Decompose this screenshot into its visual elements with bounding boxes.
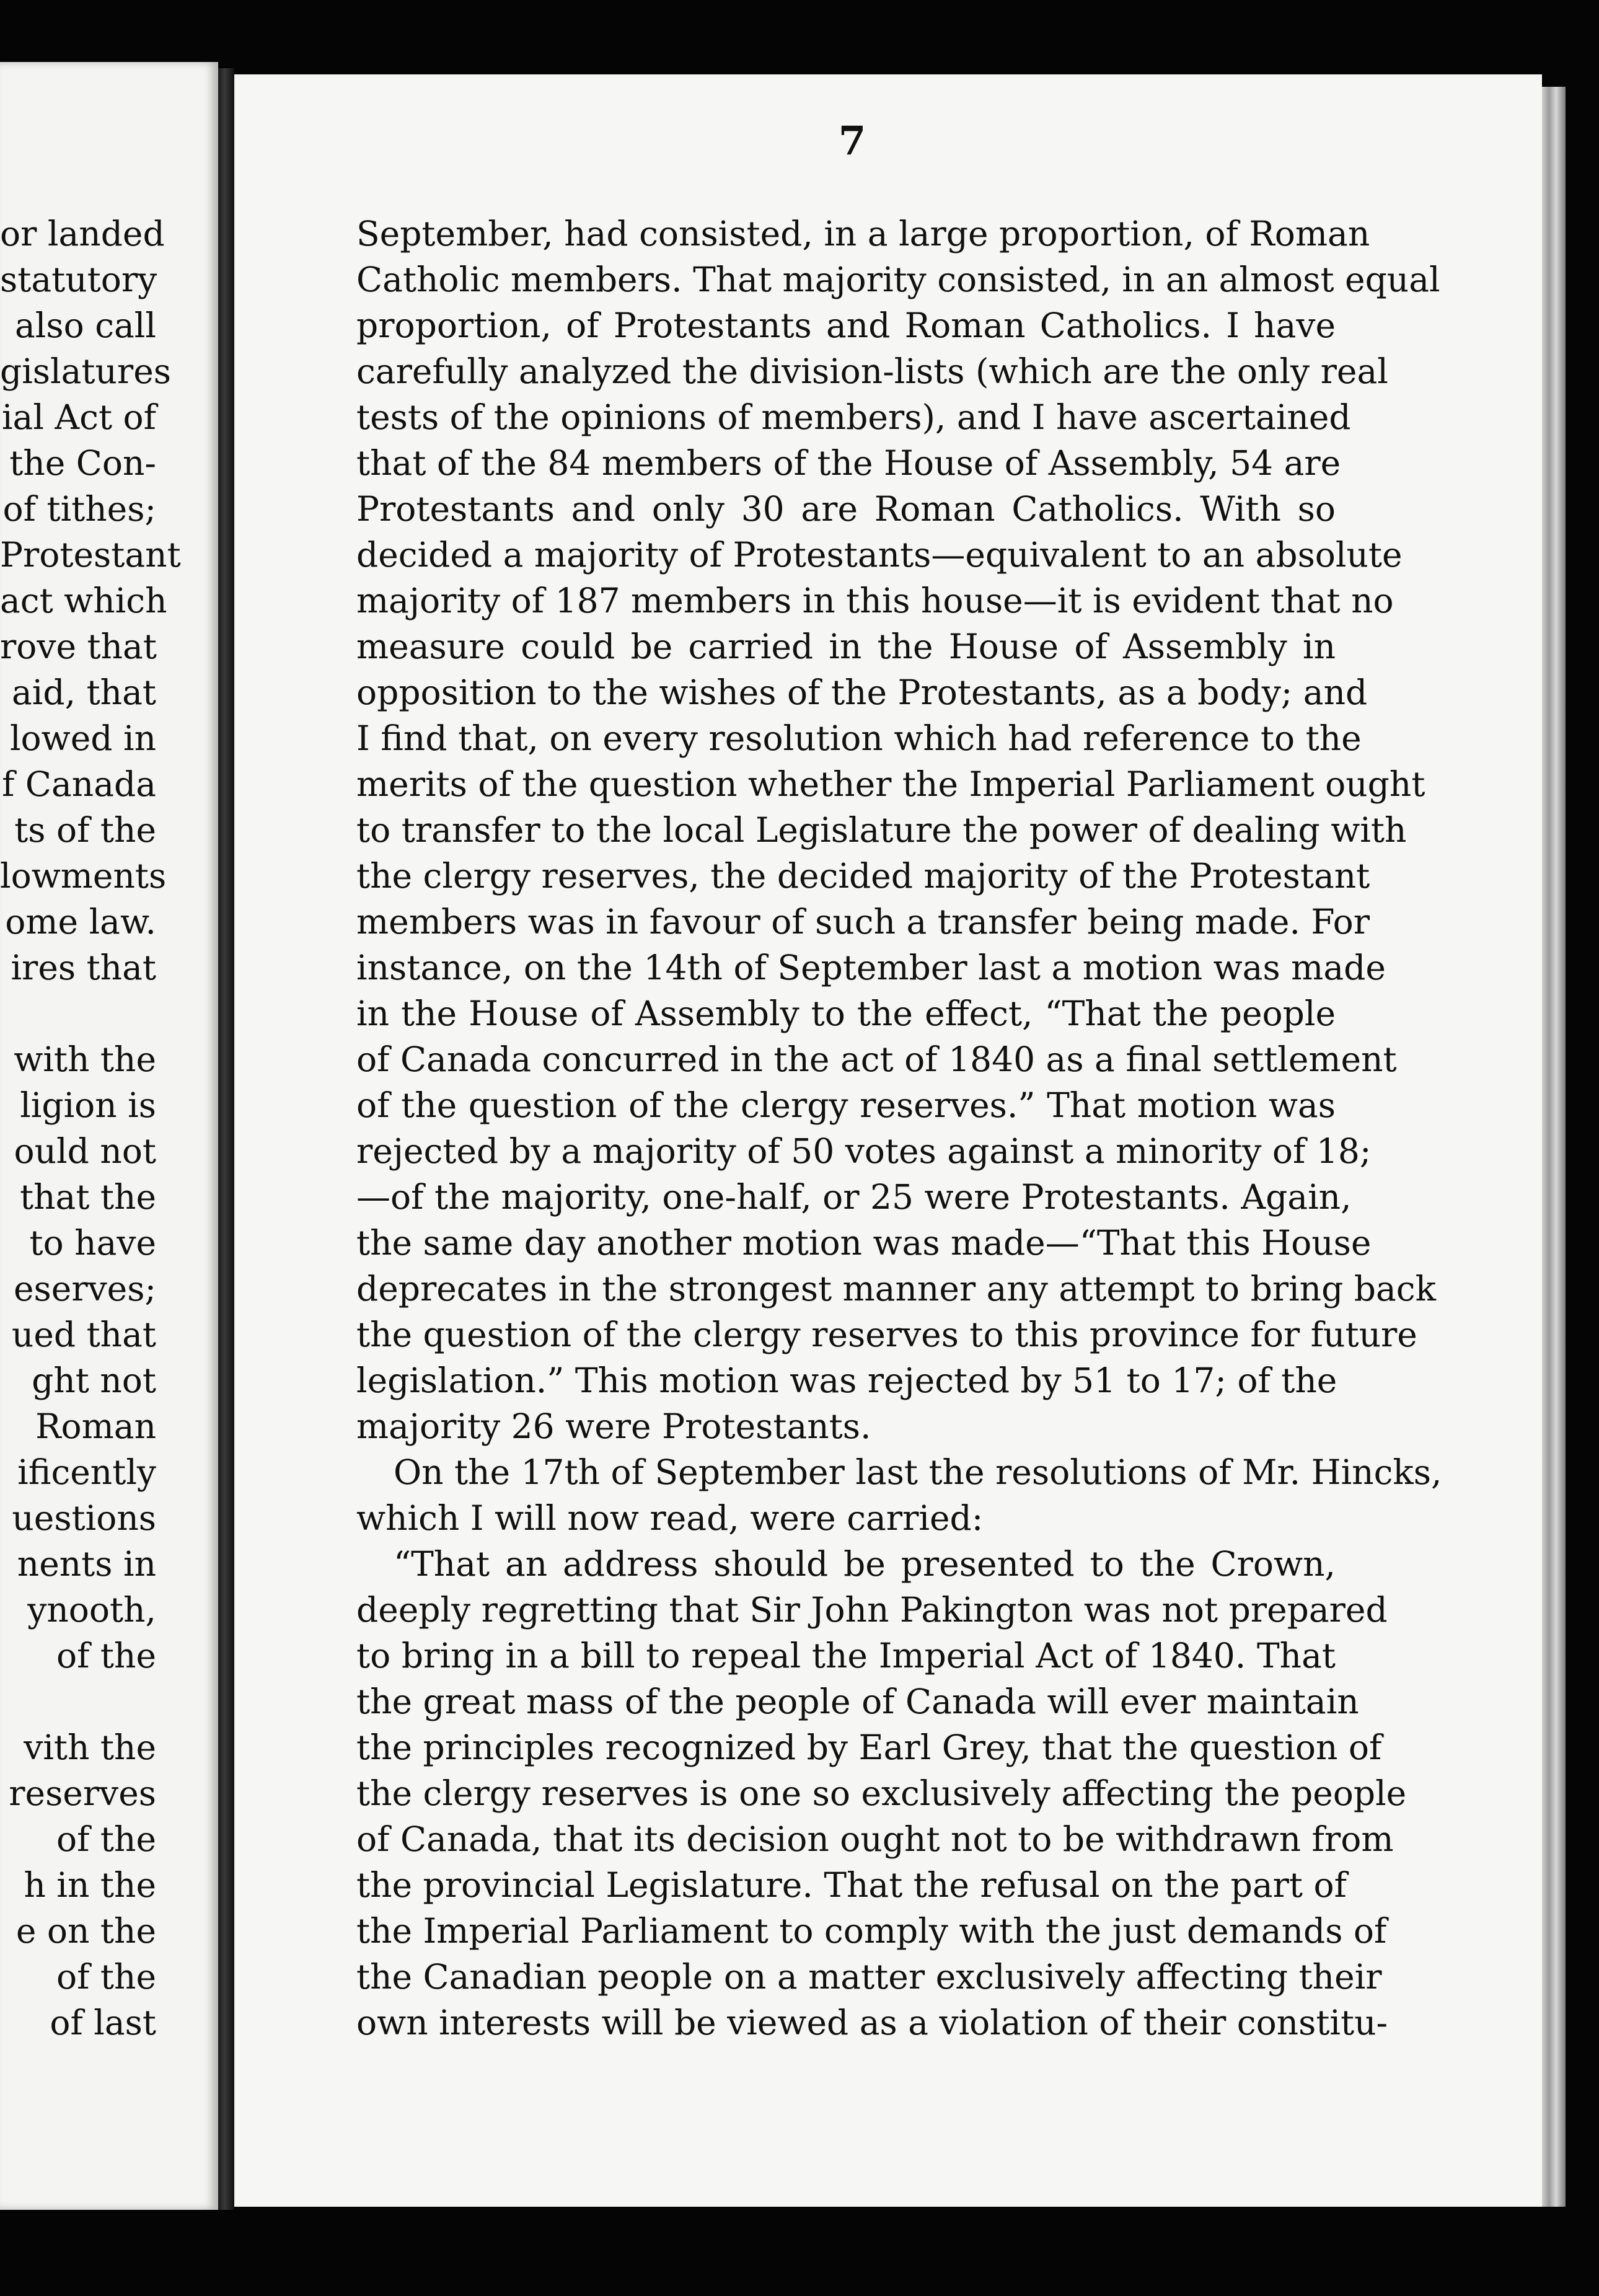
- text-line: decided a majority of Protestants—equivalent to an absolute: [356, 535, 1403, 575]
- text-line: rejected by a majority of 50 votes against a minority of 18;: [356, 1131, 1372, 1171]
- left-page-line: ial Act of: [1, 397, 156, 437]
- text-line: majority 26 were Protestants.: [356, 1406, 871, 1446]
- left-page-line: uestions: [12, 1498, 156, 1538]
- left-page-line: vith the: [24, 1728, 156, 1767]
- text-line: in the House of Assembly to the effect, “That the people: [356, 994, 1336, 1033]
- left-page-line: ued that: [11, 1315, 156, 1354]
- body-text: [356, 211, 1442, 2046]
- left-page-line: that the: [20, 1177, 156, 1217]
- left-page-line: ght not: [32, 1361, 156, 1400]
- left-page-line: Protestant: [0, 535, 181, 575]
- text-line: to bring in a bill to repeal the Imperial Act of 1840. That: [356, 1636, 1336, 1676]
- left-page-line: of last: [50, 2003, 156, 2042]
- left-page: [0, 62, 218, 2210]
- text-line: the principles recognized by Earl Grey, that the question of: [356, 1728, 1382, 1767]
- text-line: opposition to the wishes of the Protestants, as a body; and: [356, 673, 1368, 712]
- left-page-line: h in the: [24, 1865, 156, 1905]
- text-line: Protestants and only 30 are Roman Catholics. With so: [356, 489, 1336, 529]
- text-line: the question of the clergy reserves to this province for future: [356, 1315, 1417, 1354]
- page-edge: [1542, 87, 1566, 2207]
- left-page-line: ificently: [17, 1452, 156, 1492]
- left-page-line: f Canada: [2, 764, 156, 804]
- left-page-line: nents in: [17, 1544, 156, 1584]
- left-page-line: of the: [56, 1957, 156, 1997]
- text-line: On the 17th of September last the resolutions of Mr. Hincks,: [394, 1452, 1442, 1492]
- text-line: —of the majority, one-half, or 25 were Protestants. Again,: [356, 1177, 1352, 1217]
- left-page-line: lowments: [0, 856, 167, 896]
- left-page-line: ome law.: [5, 902, 156, 942]
- left-page-line: ligion is: [20, 1085, 156, 1125]
- text-line: the clergy reserves, the decided majority of the Protestant: [356, 856, 1370, 896]
- left-page-line: act which: [0, 581, 167, 620]
- text-line: September, had consisted, in a large proportion, of Roman: [356, 214, 1370, 254]
- text-line: merits of the question whether the Imperial Parliament ought: [356, 764, 1425, 804]
- left-page-line: the Con-: [9, 443, 156, 483]
- text-line: deeply regretting that Sir John Pakington was not prepared: [356, 1590, 1388, 1630]
- left-page-text: [0, 211, 181, 2046]
- text-line: the great mass of the people of Canada will ever maintain: [356, 1682, 1359, 1721]
- book-gutter: [218, 68, 234, 2210]
- page-number: 7: [838, 118, 866, 164]
- text-line: Catholic members. That majority consisted, in an almost equal: [356, 260, 1440, 299]
- left-page-line: statutory: [0, 260, 157, 299]
- left-page-line: gislatures: [0, 351, 171, 391]
- text-line: of Canada concurred in the act of 1840 as a final settlement: [356, 1040, 1397, 1079]
- text-line: own interests will be viewed as a violation of their constitu-: [356, 2003, 1388, 2042]
- left-page-line: [0, 1679, 156, 1724]
- text-line: members was in favour of such a transfer being made. For: [356, 902, 1370, 942]
- left-page-line: eserves;: [14, 1269, 156, 1309]
- left-page-line: aid, that: [12, 673, 156, 712]
- text-line: of the question of the clergy reserves.” That motion was: [356, 1085, 1336, 1125]
- left-page-line: reserves: [9, 1773, 156, 1813]
- left-page-line: to have: [29, 1223, 156, 1263]
- left-page-line: rove that: [0, 627, 157, 666]
- left-page-line: Roman: [35, 1406, 156, 1446]
- text-line: the provincial Legislature. That the refusal on the part of: [356, 1865, 1347, 1905]
- left-page-line: e on the: [15, 1911, 156, 1951]
- text-line: deprecates in the strongest manner any attempt to bring back: [356, 1269, 1436, 1309]
- text-line: to transfer to the local Legislature the power of dealing with: [356, 810, 1407, 850]
- text-line: that of the 84 members of the House of Assembly, 54 are: [356, 443, 1341, 483]
- left-page-line: ts of the: [14, 810, 156, 850]
- text-line: the Canadian people on a matter exclusively affecting their: [356, 1957, 1382, 1997]
- left-page-line: ould not: [14, 1131, 156, 1171]
- text-line: the clergy reserves is one so exclusively affecting the people: [356, 1773, 1407, 1813]
- left-page-line: of the: [56, 1819, 156, 1859]
- text-line: instance, on the 14th of September last a motion was made: [356, 948, 1386, 987]
- left-page-line: ynooth,: [27, 1590, 156, 1630]
- text-line: carefully analyzed the division-lists (which are the only real: [356, 351, 1388, 391]
- left-page-line: lowed in: [9, 718, 156, 758]
- text-line: the Imperial Parliament to comply with the just demands of: [356, 1911, 1387, 1951]
- text-line: “That an address should be presented to the Crown,: [394, 1544, 1336, 1584]
- left-page-line: also call: [15, 306, 156, 345]
- text-line: of Canada, that its decision ought not to be withdrawn from: [356, 1819, 1394, 1859]
- left-page-line: [0, 991, 156, 1036]
- text-line: which I will now read, were carried:: [356, 1498, 984, 1538]
- text-line: I find that, on every resolution which had reference to the: [356, 718, 1362, 758]
- text-line: the same day another motion was made—“That this House: [356, 1223, 1372, 1263]
- left-page-line: ires that: [11, 948, 156, 987]
- left-page-line: with the: [14, 1040, 156, 1079]
- text-line: tests of the opinions of members), and I have ascertained: [356, 397, 1351, 437]
- text-line: proportion, of Protestants and Roman Catholics. I have: [356, 306, 1336, 345]
- text-line: legislation.” This motion was rejected by 51 to 17; of the: [356, 1361, 1337, 1400]
- left-page-line: or landed: [0, 214, 165, 254]
- left-page-line: of tithes;: [2, 489, 156, 529]
- text-line: majority of 187 members in this house—it is evident that no: [356, 581, 1394, 620]
- left-page-line: of the: [56, 1636, 156, 1676]
- text-line: measure could be carried in the House of Assembly in: [356, 627, 1336, 666]
